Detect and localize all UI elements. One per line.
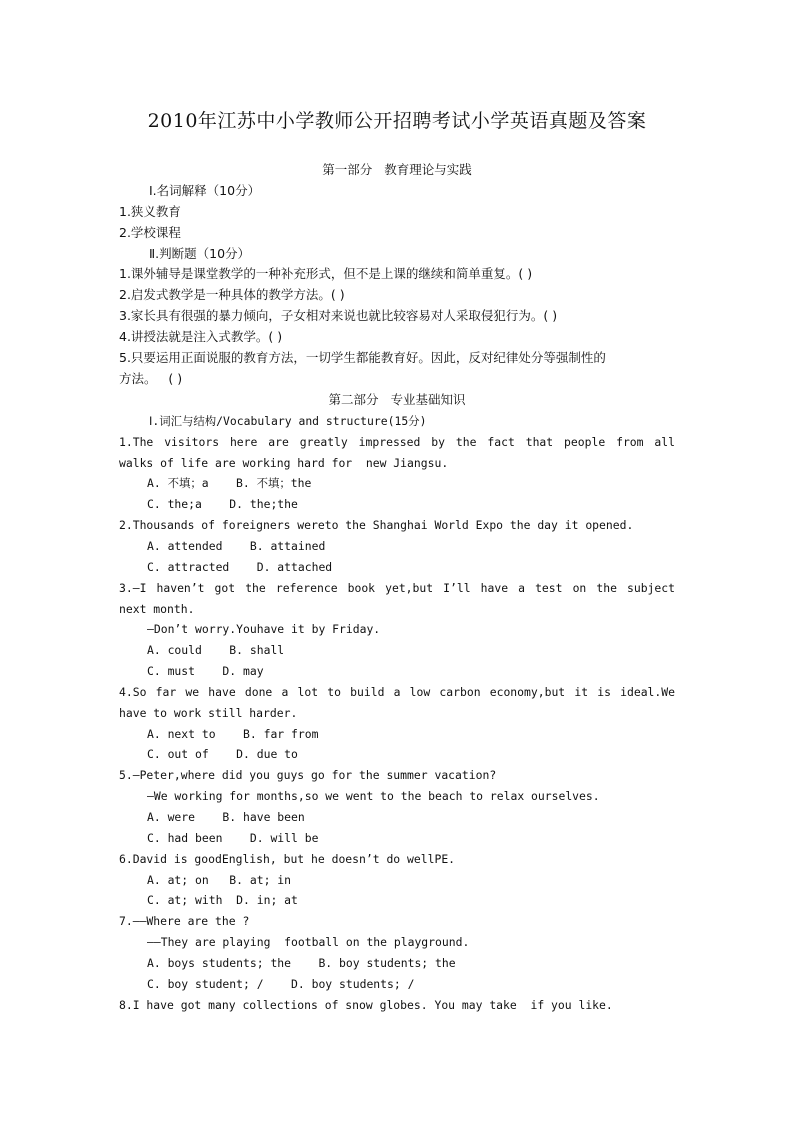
part1-section1-item: 2.学校课程 [119,225,181,240]
part1-section2-item: 方法。 ( ) [119,371,183,386]
answer-options: C. out of D. due to [147,747,298,761]
question-line: 5.—Peter,where did you guys go for the summer vacation? [119,768,497,782]
question-line: 7.——Where are the ? [119,914,250,928]
answer-options: C. the;a D. the;the [147,497,298,511]
question-line: have to work still harder. [119,706,298,720]
answer-options: A. at; on B. at; in [147,873,292,887]
question-line: 8.I have got many collections of snow globes. You may take if you like. [119,998,613,1012]
part1-section2-item: 1.课外辅导是课堂教学的一种补充形式，但不是上课的继续和简单重复。( ) [119,266,533,281]
answer-options: A. 不填；a B. 不填；the [147,476,312,490]
document-title: 2010年江苏中小学教师公开招聘考试小学英语真题及答案 [147,110,647,132]
part1-section2-heading: Ⅱ.判断题（10分） [149,246,251,261]
answer-options: C. had been D. will be [147,831,319,845]
answer-options: A. next to B. far from [147,727,319,741]
question-line: 4.So far we have done a lot to build a low carbon economy,but it is ideal.We [119,685,675,699]
part1-section2-item: 3.家长具有很强的暴力倾向，子女相对来说也就比较容易对人采取侵犯行为。( ) [119,308,558,323]
question-line: 1.The visitors here are greatly impressed by the fact that people from all [119,435,675,449]
answer-options: C. boy student; / D. boy students; / [147,977,415,991]
answer-options: C. must D. may [147,664,264,678]
question-line: ——They are playing football on the playground. [147,935,470,949]
question-line: —We working for months,so we went to the beach to relax ourselves. [147,789,600,803]
question-line: next month. [119,602,195,616]
question-line: walks of life are working hard for new Jiangsu. [119,456,449,470]
question-line: 3.—I haven’t got the reference book yet,but I’ll have a test on the subject [119,581,675,595]
answer-options: A. attended B. attained [147,539,326,553]
answer-options: A. boys students; the B. boy students; the [147,956,456,970]
answer-options: A. were B. have been [147,810,305,824]
answer-options: C. at; with D. in; at [147,893,298,907]
answer-options: A. could B. shall [147,643,285,657]
part2-section1-heading: Ⅰ.词汇与结构/Vocabulary and structure(15分) [149,414,427,428]
part1-section1-item: 1.狭义教育 [119,204,181,219]
question-line: 6.David is goodEnglish, but he doesn’t do wellPE. [119,852,456,866]
part1-section2-item: 4.讲授法就是注入式教学。( ) [119,329,283,344]
question-line: 2.Thousands of foreigners wereto the Shanghai World Expo the day it opened. [119,518,634,532]
part1-section2-item: 2.启发式教学是一种具体的教学方法。( ) [119,287,345,302]
part2-heading: 第二部分 专业基础知识 [328,392,466,407]
part1-section1-heading: Ⅰ.名词解释（10分） [149,183,261,198]
part1-section2-item: 5.只要运用正面说服的教育方法，一切学生都能教育好。因此，反对纪律处分等强制性的 [119,350,606,365]
question-line: —Don’t worry.Youhave it by Friday. [147,622,381,636]
part1-heading: 第一部分 教育理论与实践 [322,162,472,177]
answer-options: C. attracted D. attached [147,560,333,574]
